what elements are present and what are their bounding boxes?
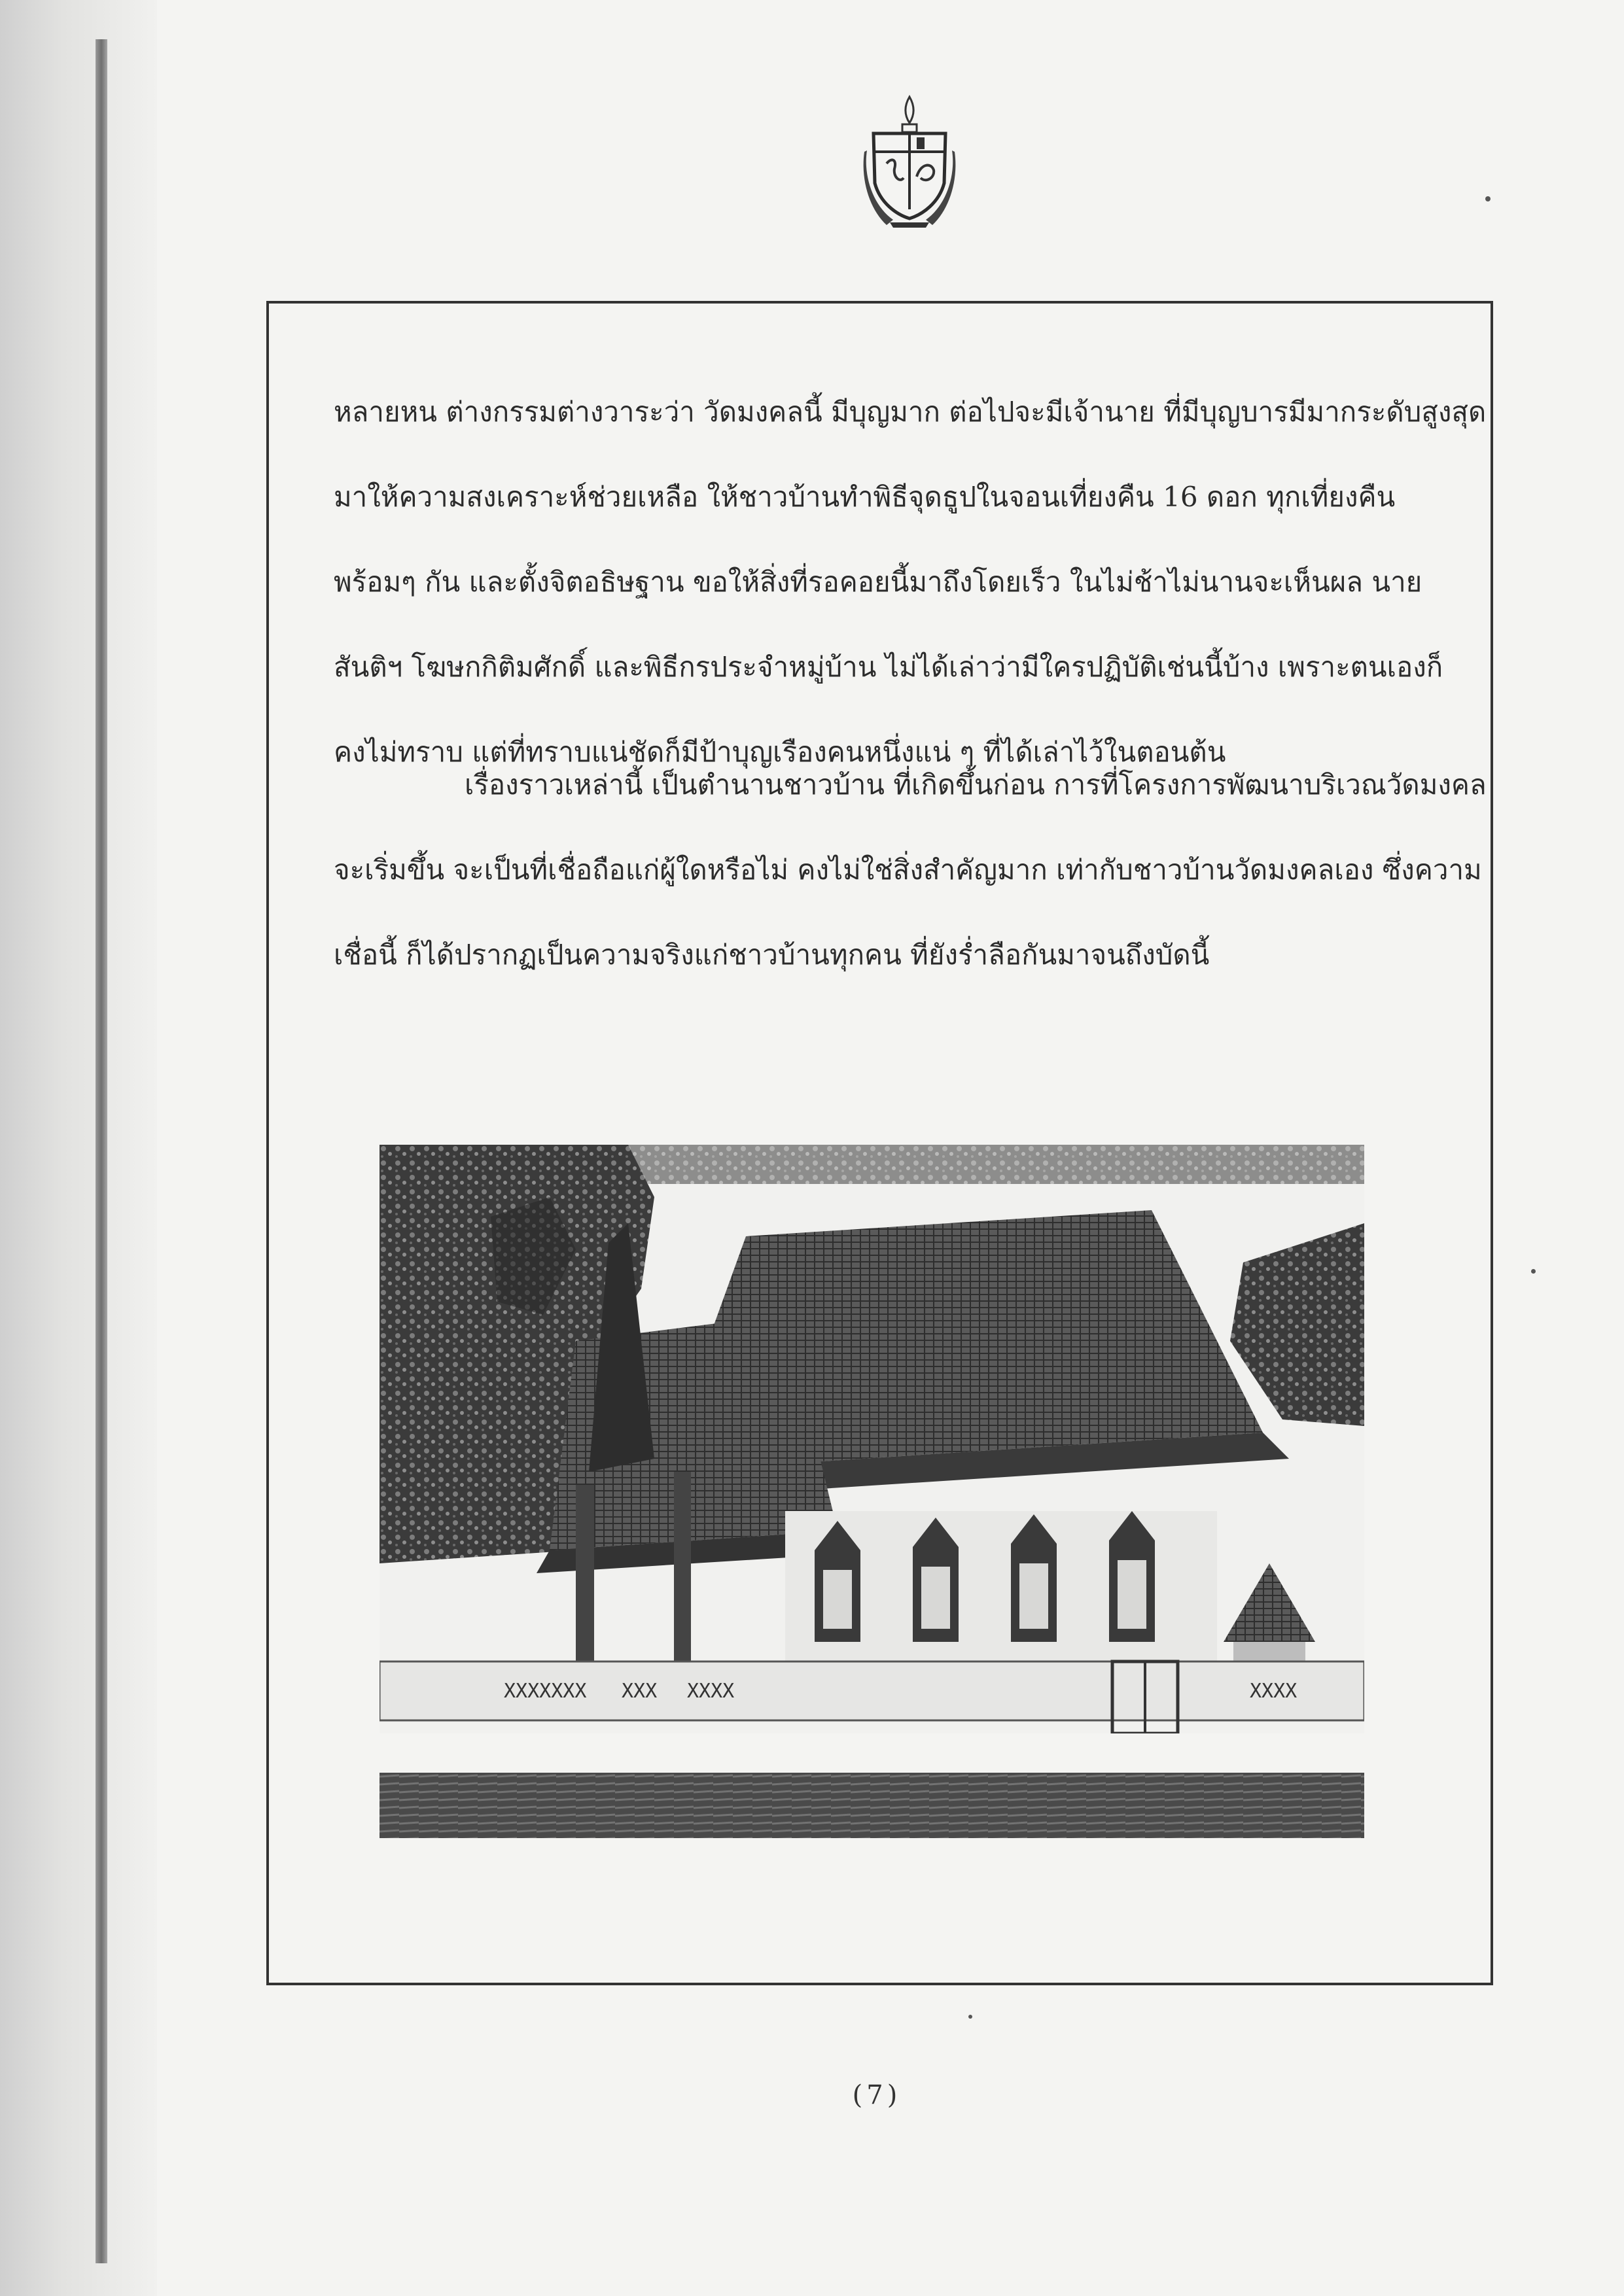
paragraph-1 bbox=[334, 370, 1498, 795]
fence-pattern-mark: XXXX bbox=[687, 1680, 735, 1703]
scan-speck bbox=[1531, 1269, 1536, 1274]
paragraph-line: สันติฯ โฆษกกิติมศักดิ์ และพิธีกรประจำหมู่บ้าน ไม่ได้เล่าว่ามีใครปฏิบัติเช่นนี้บ้าง เพราะตนเองก็ bbox=[334, 651, 1443, 683]
paragraph-line: เรื่องราวเหล่านี้ เป็นตำนานชาวบ้าน ที่เกิดขึ้นก่อน การที่โครงการพัฒนาบริเวณวัดมงคล bbox=[465, 769, 1487, 801]
page-number: (7) bbox=[852, 2080, 902, 2110]
paragraph-2 bbox=[334, 742, 1498, 998]
fence-pattern-mark: XXXXXXX bbox=[504, 1680, 587, 1703]
fence-pattern-mark: XXX bbox=[622, 1680, 658, 1703]
scan-speck bbox=[1485, 196, 1491, 201]
paragraph-line: พร้อมๆ กัน และตั้งจิตอธิษฐาน ขอให้สิ่งที่รอคอยนี้มาถึงโดยเร็ว ในไม่ช้าไม่นานจะเห็นผล นาย bbox=[334, 566, 1422, 598]
fence-pattern-mark: XXXX bbox=[1250, 1680, 1297, 1703]
temple-photograph bbox=[380, 1145, 1364, 1838]
paragraph-line: เชื่อนี้ ก็ได้ปรากฏเป็นความจริงแก่ชาวบ้านทุกคน ที่ยังร่ำลือกันมาจนถึงบัดนี้ bbox=[334, 939, 1210, 971]
institution-emblem bbox=[860, 92, 959, 229]
scan-speck bbox=[968, 2015, 972, 2019]
paragraph-line: มาให้ความสงเคราะห์ช่วยเหลือ ให้ชาวบ้านทำพิธีจุดธูปในจอนเที่ยงคืน 16 ดอก ทุกเที่ยงคืน bbox=[334, 481, 1396, 513]
scan-binding-edge bbox=[96, 39, 107, 2263]
scan-binding-shadow bbox=[0, 0, 157, 2296]
paragraph-line: คงไม่ทราบ แต่ที่ทราบแน่ชัดก็มีป้าบุญเรืองคนหนึ่งแน่ ๆ ที่ได้เล่าไว้ในตอนต้น bbox=[334, 736, 1226, 768]
paragraph-line: หลายหน ต่างกรรมต่างวาระว่า วัดมงคลนี้ มีบุญมาก ต่อไปจะมีเจ้านาย ที่มีบุญบารมีมากระดับสูงสุด bbox=[334, 396, 1487, 428]
paragraph-line: จะเริ่มขึ้น จะเป็นที่เชื่อถือแก่ผู้ใดหรือไม่ คงไม่ใช่สิ่งสำคัญมาก เท่ากับชาวบ้านวัดมงคลเอง ซึ่งความ bbox=[334, 854, 1482, 886]
